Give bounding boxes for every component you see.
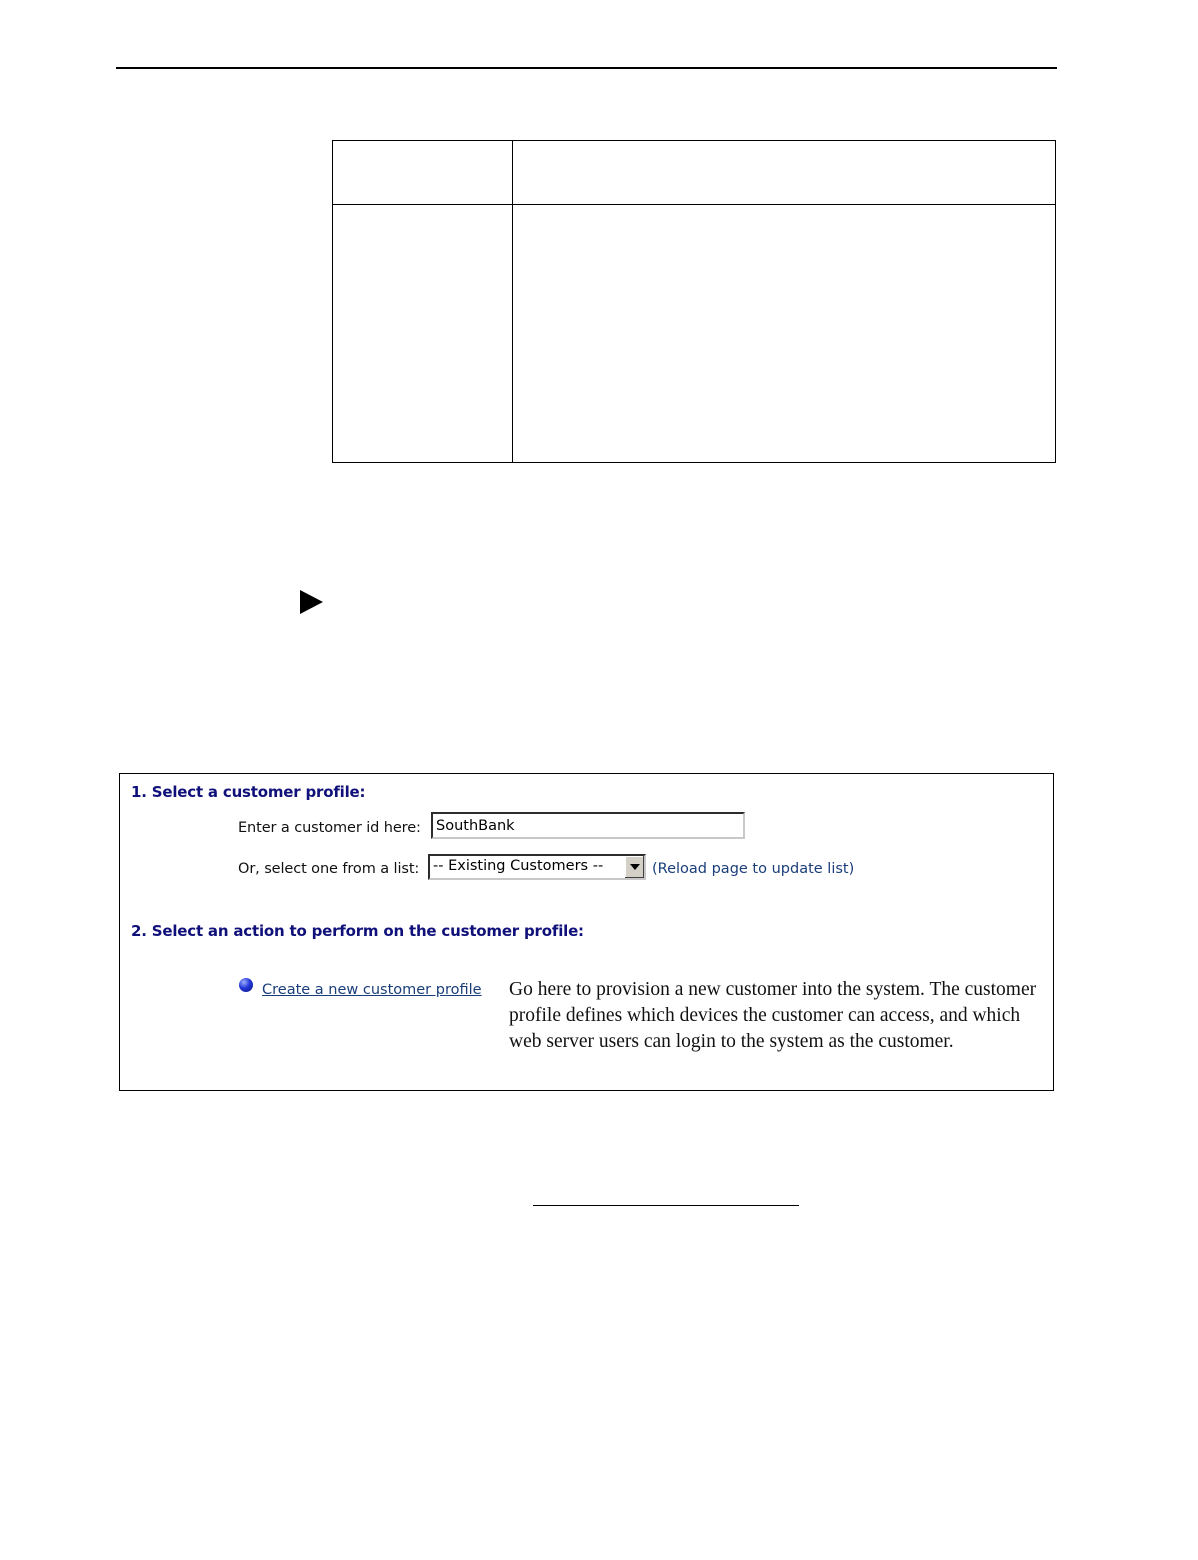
- table-row-divider: [333, 204, 1055, 205]
- customer-id-input[interactable]: [431, 812, 745, 839]
- header-rule: [116, 67, 1057, 69]
- customer-id-label: Enter a customer id here:: [238, 820, 421, 836]
- customer-list-label: Or, select one from a list:: [238, 861, 420, 877]
- arrow-right-icon: [300, 590, 323, 614]
- step1-heading: 1. Select a customer profile:: [131, 783, 366, 801]
- action-description: Go here to provision a new customer into the system. The customer profile defines which devices the customer can access, and which web server users can login to the system as the customer.: [509, 979, 1037, 1052]
- existing-customers-select[interactable]: [428, 854, 646, 880]
- footnote-rule: [533, 1205, 799, 1206]
- select-value: -- Existing Customers --: [433, 858, 604, 874]
- table-column-divider: [512, 141, 513, 462]
- step2-heading: 2. Select an action to perform on the customer profile:: [131, 922, 584, 940]
- chevron-down-icon: [630, 864, 640, 870]
- reload-page-link[interactable]: (Reload page to update list): [652, 861, 855, 877]
- dropdown-button[interactable]: [624, 856, 644, 878]
- blue-ball-icon: [239, 978, 253, 992]
- customer-profile-panel: [119, 773, 1054, 1091]
- definition-table: [332, 140, 1056, 463]
- create-customer-profile-link[interactable]: Create a new customer profile: [262, 982, 482, 998]
